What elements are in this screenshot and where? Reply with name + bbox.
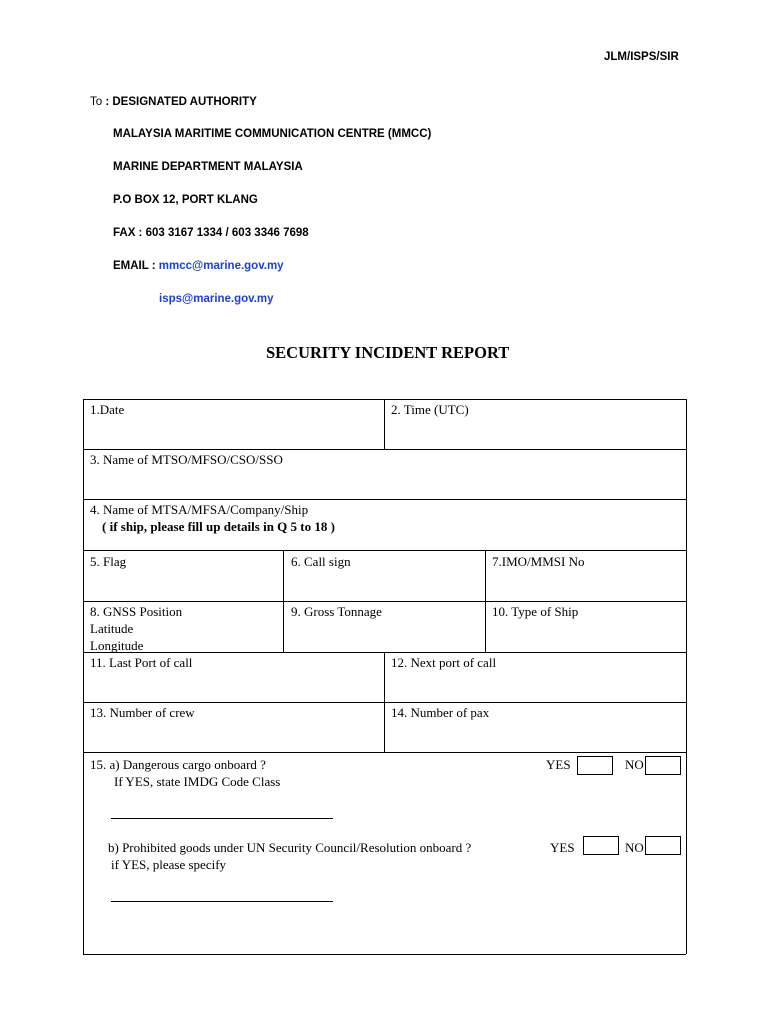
field-longitude-label: Longitude — [90, 638, 144, 653]
field-pax-count-label: 14. Number of pax — [391, 705, 490, 720]
table-border-right — [686, 399, 687, 954]
col-divider — [283, 550, 284, 652]
field-time-label: 2. Time (UTC) — [391, 402, 469, 417]
col-divider — [384, 399, 385, 449]
prohibited-goods-yes-checkbox[interactable] — [583, 836, 619, 855]
recipient-line — [90, 96, 257, 108]
imdg-class-blank-line[interactable] — [111, 818, 333, 819]
field-ship-type-label: 10. Type of Ship — [492, 604, 579, 619]
row-divider — [83, 449, 686, 450]
to-colon: : — [105, 96, 113, 108]
question-prohibited-goods: b) Prohibited goods under UN Security Council/Resolution onboard ? — [108, 840, 472, 855]
question-dangerous-cargo-sub: If YES, state IMDG Code Class — [114, 774, 281, 789]
field-imo-mmsi-label: 7.IMO/MMSI No — [492, 554, 585, 569]
field-call-sign-label: 6. Call sign — [291, 554, 351, 569]
field-gnss-label: 8. GNSS Position — [90, 604, 183, 619]
email-line — [113, 260, 284, 272]
question-prohibited-goods-sub: if YES, please specify — [111, 857, 227, 872]
prohibited-goods-no-checkbox[interactable] — [645, 836, 681, 855]
fax-line: FAX : 603 3167 1334 / 603 3346 7698 — [113, 227, 309, 239]
email-link-isps[interactable]: isps@marine.gov.my — [159, 293, 274, 305]
field-flag-label: 5. Flag — [90, 554, 127, 569]
field-crew-count-label: 13. Number of crew — [90, 705, 195, 720]
recipient-name: DESIGNATED AUTHORITY — [112, 96, 257, 108]
page-title: SECURITY INCIDENT REPORT — [266, 343, 510, 362]
field-latitude-label: Latitude — [90, 621, 134, 636]
email-label: EMAIL : — [113, 260, 159, 272]
email-link-mmcc[interactable]: mmcc@marine.gov.my — [158, 260, 284, 272]
field-gross-tonnage-label: 9. Gross Tonnage — [291, 604, 382, 619]
table-border-bottom — [83, 954, 686, 955]
field-ship-name-label: 4. Name of MTSA/MFSA/Company/Ship — [90, 502, 309, 517]
prohibited-goods-yes-label: YES — [550, 840, 575, 855]
document-reference: JLM/ISPS/SIR — [604, 51, 679, 63]
col-divider — [384, 652, 385, 752]
question-dangerous-cargo: 15. a) Dangerous cargo onboard ? — [90, 757, 266, 772]
row-divider — [83, 752, 686, 753]
field-next-port-label: 12. Next port of call — [391, 655, 497, 670]
address-line-3: P.O BOX 12, PORT KLANG — [113, 194, 258, 206]
field-ship-name-note: ( if ship, please fill up details in Q 5 to 18 ) — [102, 519, 335, 534]
field-officer-name-label: 3. Name of MTSO/MFSO/CSO/SSO — [90, 452, 283, 467]
prohibited-goods-no-label: NO — [625, 840, 644, 855]
address-line-1: MALAYSIA MARITIME COMMUNICATION CENTRE (MMCC) — [113, 128, 432, 140]
row-divider — [83, 499, 686, 500]
dangerous-cargo-yes-label: YES — [546, 757, 571, 772]
field-date-label: 1.Date — [90, 402, 125, 417]
row-divider — [83, 550, 686, 551]
to-prefix: To — [90, 96, 106, 108]
dangerous-cargo-no-checkbox[interactable] — [645, 756, 681, 775]
dangerous-cargo-yes-checkbox[interactable] — [577, 756, 613, 775]
field-last-port-label: 11. Last Port of call — [90, 655, 193, 670]
table-border-left — [83, 399, 84, 954]
col-divider — [485, 550, 486, 652]
prohibited-goods-blank-line[interactable] — [111, 901, 333, 902]
row-divider — [83, 601, 686, 602]
address-line-2: MARINE DEPARTMENT MALAYSIA — [113, 161, 303, 173]
dangerous-cargo-no-label: NO — [625, 757, 644, 772]
